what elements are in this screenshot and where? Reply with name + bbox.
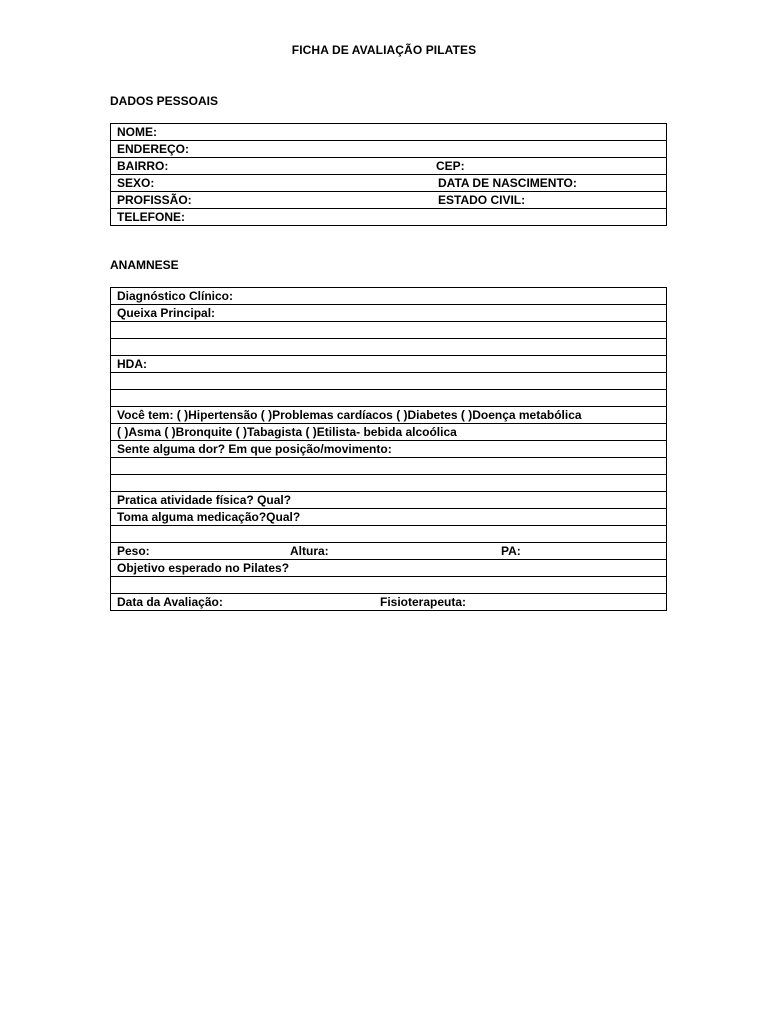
sexo-nascimento-row[interactable] (111, 175, 667, 192)
telefone-label: TELEFONE: (117, 210, 185, 224)
estado-civil-label: ESTADO CIVIL: (438, 193, 526, 207)
queixa-label: Queixa Principal: (117, 306, 216, 320)
endereco-field[interactable] (111, 141, 667, 158)
fisioterapeuta-label: Fisioterapeuta: (380, 595, 467, 609)
cep-label: CEP: (436, 159, 465, 173)
conditions-text-2: ( )Asma ( )Bronquite ( )Tabagista ( )Etilista- bebida alcoólica (117, 425, 457, 439)
queixa-blank-line[interactable] (111, 322, 667, 339)
medicacao-field[interactable] (111, 509, 667, 526)
profissao-label: PROFISSÃO: (117, 193, 192, 207)
altura-label: Altura: (290, 544, 329, 558)
atividade-label: Pratica atividade física? Qual? (117, 493, 292, 507)
medicacao-blank-line[interactable] (111, 526, 667, 543)
objetivo-label: Objetivo esperado no Pilates? (117, 561, 290, 575)
atividade-field[interactable] (111, 492, 667, 509)
pa-label: PA: (501, 544, 521, 558)
bairro-label: BAIRRO: (117, 159, 169, 173)
profissao-estado-civil-row[interactable] (111, 192, 667, 209)
hda-field[interactable] (111, 356, 667, 373)
avaliacao-row[interactable] (111, 594, 667, 611)
queixa-blank-line[interactable] (111, 339, 667, 356)
objetivo-blank-line[interactable] (111, 577, 667, 594)
diagnostico-field[interactable] (111, 288, 667, 305)
vitals-row[interactable] (111, 543, 667, 560)
conditions-text-1: Você tem: ( )Hipertensão ( )Problemas cardíacos ( )Diabetes ( )Doença metabólica (117, 408, 582, 422)
conditions-row-2[interactable] (111, 424, 667, 441)
section-heading-anamnese: ANAMNESE (110, 258, 179, 272)
nome-label: NOME: (117, 125, 157, 139)
nome-field[interactable] (111, 124, 667, 141)
peso-label: Peso: (117, 544, 150, 558)
bairro-cep-row[interactable] (111, 158, 667, 175)
objetivo-field[interactable] (111, 560, 667, 577)
hda-blank-line[interactable] (111, 373, 667, 390)
hda-blank-line[interactable] (111, 390, 667, 407)
anamnese-table (110, 287, 667, 611)
diagnostico-label: Diagnóstico Clínico: (117, 289, 234, 303)
hda-label: HDA: (117, 357, 147, 371)
dor-blank-line[interactable] (111, 475, 667, 492)
conditions-row-1[interactable] (111, 407, 667, 424)
personal-data-table (110, 123, 667, 226)
dor-label: Sente alguma dor? Em que posição/movimento: (117, 442, 392, 456)
page-title: FICHA DE AVALIAÇÃO PILATES (291, 43, 477, 57)
data-avaliacao-label: Data da Avaliação: (117, 595, 223, 609)
endereco-label: ENDEREÇO: (117, 142, 190, 156)
data-nascimento-label: DATA DE NASCIMENTO: (438, 176, 577, 190)
queixa-field[interactable] (111, 305, 667, 322)
medicacao-label: Toma alguma medicação?Qual? (117, 510, 301, 524)
section-heading-dados-pessoais: DADOS PESSOAIS (110, 94, 219, 108)
telefone-field[interactable] (111, 209, 667, 226)
sexo-label: SEXO: (117, 176, 155, 190)
dor-blank-line[interactable] (111, 458, 667, 475)
dor-field[interactable] (111, 441, 667, 458)
